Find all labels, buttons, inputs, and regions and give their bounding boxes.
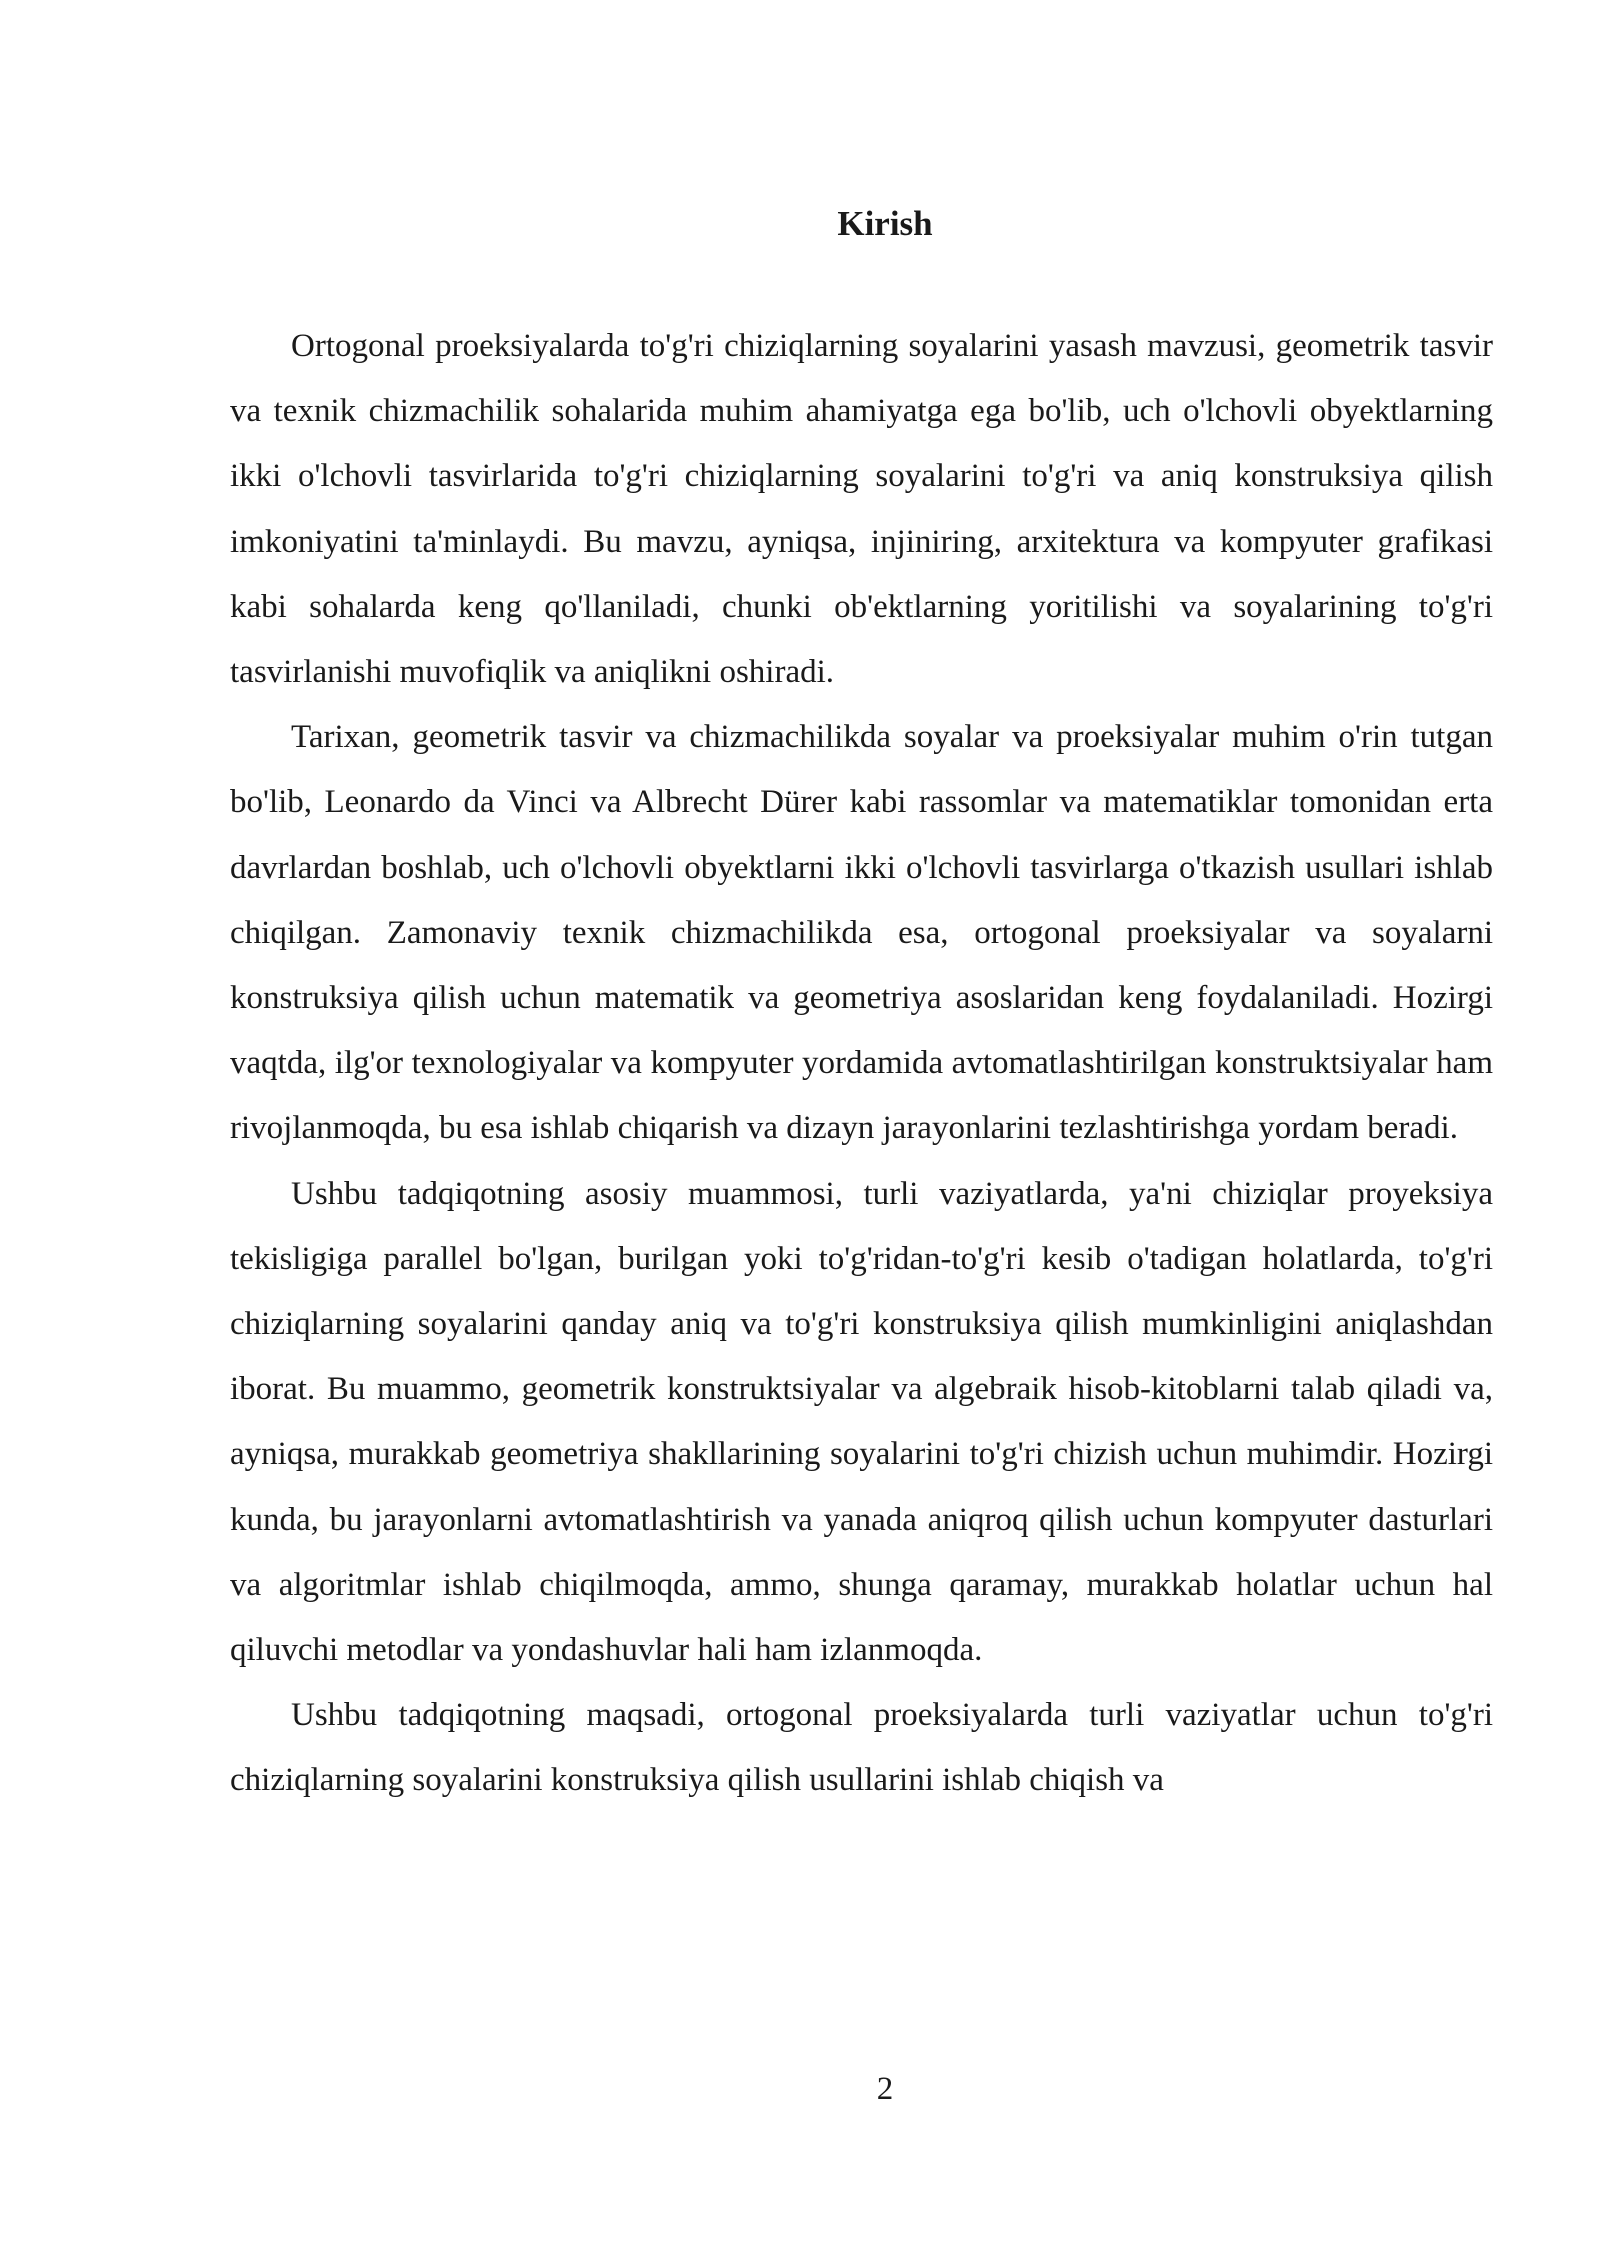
paragraph-2: Tarixan, geometrik tasvir va chizmachilikda soyalar va proeksiyalar muhim o'rin tutgan bo'lib, Leonardo da Vinci va Albrecht Dürer kabi rassomlar va matematiklar tomonidan erta davrlardan boshlab, uch o'lchovli obyektlarni ikki o'lchovli tasvirlarga o'tkazish usullari ishlab chiqilgan. Zamonaviy texnik chizmachilikda esa, ortogonal proeksiyalar va soyalarni konstruksiya qilish uchun matematik va geometriya asoslaridan keng foydalaniladi. Hozirgi vaqtda, ilg'or texnologiyalar va kompyuter yordamida avtomatlashtirilgan konstruktsiyalar ham rivojlanmoqda, bu esa ishlab chiqarish va dizayn jarayonlarini tezlashtirishga yordam beradi. [230,719,1493,1147]
paragraph-3: Ushbu tadqiqotning asosiy muammosi, turli vaziyatlarda, ya'ni chiziqlar proyeksiya tekisligiga parallel bo'lgan, burilgan yoki to'g'ridan-to'g'ri kesib o'tadigan holatlarda, to'g'ri chiziqlarning soyalarini qanday aniq va to'g'ri konstruksiya qilish mumkinligini aniqlashdan iborat. Bu muammo, geometrik konstruktsiyalar va algebraik hisob-kitoblarni talab qiladi va, ayniqsa, murakkab geometriya shakllarining soyalarini to'g'ri chizish uchun muhimdir. Hozirgi kunda, bu jarayonlarni avtomatlashtirish va yanada aniqroq qilish uchun kompyuter dasturlari va algoritmlar ishlab chiqilmoqda, ammo, shunga qaramay, murakkab holatlar uchun hal qiluvchi metodlar va yondashuvlar hali ham izlanmoqda. [230,1175,1493,1669]
page-number: 2 [876,2071,894,2107]
body-text [230,314,1493,1814]
paragraph-4: Ushbu tadqiqotning maqsadi, ortogonal proeksiyalarda turli vaziyatlar uchun to'g'ri chiziqlarning soyalarini konstruksiya qilish usullarini ishlab chiqish va [230,1697,1493,1799]
page-title: Kirish [837,204,933,243]
paragraph-1: Ortogonal proeksiyalarda to'g'ri chiziqlarning soyalarini yasash mavzusi, geometrik tasvir va texnik chizmachilik sohalarida muhim ahamiyatga ega bo'lib, uch o'lchovli obyektlarning ikki o'lchovli tasvirlarida to'g'ri chiziqlarning soyalarini to'g'ri va aniq konstruksiya qilish imkoniyatini ta'minlaydi. Bu mavzu, ayniqsa, injiniring, arxitektura va kompyuter grafikasi kabi sohalarda keng qo'llaniladi, chunki ob'ektlarning yoritilishi va soyalarining to'g'ri tasvirlanishi muvofiqlik va aniqlikni oshiradi. [230,328,1493,691]
